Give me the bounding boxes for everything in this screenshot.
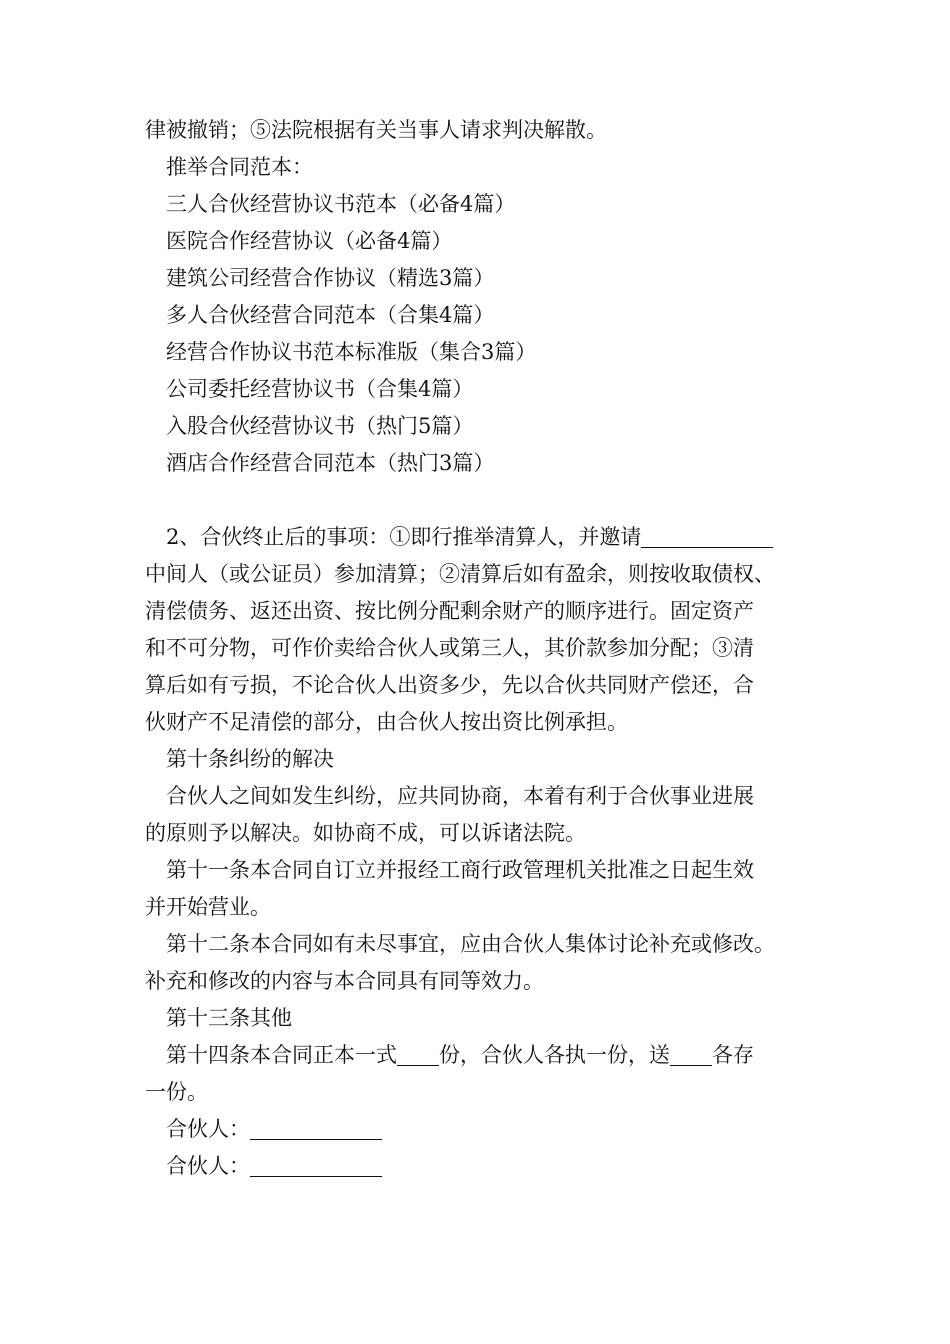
- recommend-list: [145, 186, 825, 482]
- text-line-revoked: 律被撤销；⑤法院根据有关当事人请求判决解散。: [145, 118, 607, 142]
- paragraph-line: 清偿债务、返还出资、按比例分配剩余财产的顺序进行。固定资产: [145, 599, 754, 623]
- partner-label: 合伙人：: [166, 1154, 250, 1178]
- recommend-link[interactable]: 酒店合作经营合同范本（热门3篇）: [166, 451, 495, 475]
- signature-line: [145, 1148, 825, 1185]
- article-12-line: 补充和修改的内容与本合同具有同等效力。: [145, 969, 544, 993]
- article-14-text: 第十四条本合同正本一式: [166, 1043, 397, 1067]
- paragraph-line: 算后如有亏损，不论合伙人出资多少，先以合伙共同财产偿还，合: [145, 673, 754, 697]
- fill-blank-copies: [397, 1045, 439, 1066]
- article-10-line: 的原则予以解决。如协商不成，可以诉诸法院。: [145, 821, 586, 845]
- paragraph-text: 2、合伙终止后的事项：①即行推举清算人，并邀请: [166, 525, 642, 549]
- recommend-link[interactable]: 建筑公司经营合作协议（精选3篇）: [166, 266, 495, 290]
- article-14-line: [145, 1037, 825, 1074]
- article-10-title: 第十条纠纷的解决: [166, 747, 334, 771]
- article-14-text: 各存: [712, 1043, 754, 1067]
- recommend-link[interactable]: 公司委托经营协议书（合集4篇）: [166, 377, 474, 401]
- recommend-heading: 推举合同范本：: [166, 155, 313, 179]
- recommend-link[interactable]: 三人合伙经营协议书范本（必备4篇）: [166, 192, 516, 216]
- paragraph-termination: [145, 519, 825, 741]
- paragraph-line: 中间人（或公证员）参加清算；②清算后如有盈余，则按收取债权、: [145, 562, 775, 586]
- article-13-title: 第十三条其他: [166, 1006, 292, 1030]
- paragraph-line: [145, 519, 825, 556]
- signature-line: [145, 1111, 825, 1148]
- article-11-line: 第十一条本合同自订立并报经工商行政管理机关批准之日起生效: [166, 858, 754, 882]
- article-10-line: 合伙人之间如发生纠纷，应共同协商，本着有利于合伙事业进展: [166, 784, 754, 808]
- fill-blank-recipient: [670, 1045, 712, 1066]
- recommend-link[interactable]: 经营合作协议书范本标准版（集合3篇）: [166, 340, 537, 364]
- paragraph-line: 和不可分物，可作价卖给合伙人或第三人，其价款参加分配；③清: [145, 636, 754, 660]
- document-page: [145, 112, 825, 1185]
- article-11-line: 并开始营业。: [145, 895, 271, 919]
- recommend-link[interactable]: 医院合作经营协议（必备4篇）: [166, 229, 453, 253]
- signature-blank: [250, 1119, 382, 1140]
- paragraph-line: 伙财产不足清偿的部分，由合伙人按出资比例承担。: [145, 710, 628, 734]
- fill-blank: [641, 527, 773, 548]
- article-12-line: 第十二条本合同如有未尽事宜，应由合伙人集体讨论补充或修改。: [166, 932, 775, 956]
- partner-label: 合伙人：: [166, 1117, 250, 1141]
- article-14-line: 一份。: [145, 1080, 208, 1104]
- recommend-link[interactable]: 入股合伙经营协议书（热门5篇）: [166, 414, 474, 438]
- article-14-text: 份，合伙人各执一份，送: [439, 1043, 670, 1067]
- recommend-link[interactable]: 多人合伙经营合同范本（合集4篇）: [166, 303, 495, 327]
- signature-blank: [250, 1156, 382, 1177]
